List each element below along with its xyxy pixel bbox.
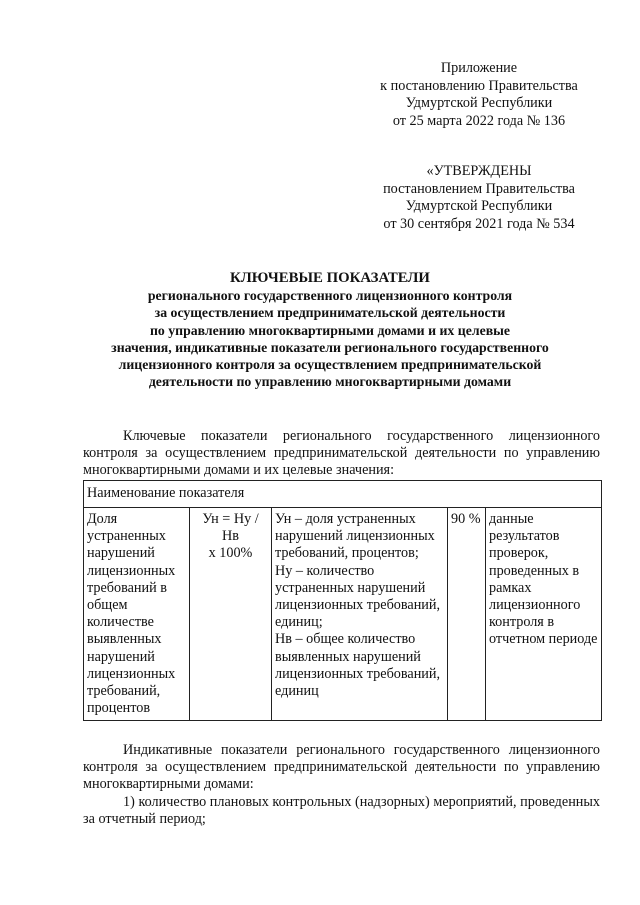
title-line: по управлению многоквартирными домами и их целевые [149, 322, 511, 338]
title-line: за осуществлением предпринимательской деятельности [154, 305, 506, 321]
approval-block [370, 163, 588, 233]
document-title [60, 270, 600, 390]
title-line: деятельности по управлению многоквартирными домами [148, 374, 512, 390]
list-item: 1) количество плановых контрольных (надзорных) мероприятий, проведенных за отчетный период; [83, 794, 600, 827]
formula-line: х 100% [208, 545, 253, 562]
title-line: лицензионного контроля за осуществлением предпринимательской [118, 357, 542, 373]
attachment-line: к постановлению Правительства [380, 77, 578, 94]
title-main: КЛЮЧЕВЫЕ ПОКАЗАТЕЛИ [230, 270, 430, 286]
definition-item: Ну – количество устраненных нарушений лицензионных требований, единиц; [275, 562, 441, 631]
approval-line: Удмуртской Республики [405, 198, 553, 215]
title-line: значения, индикативные показатели регионального государственного [111, 339, 549, 355]
key-indicators-table [83, 480, 602, 721]
definition-item: Ун – доля устраненных нарушений лицензионных требований, процентов; [275, 511, 435, 562]
attachment-block [370, 60, 588, 130]
intro-paragraph: Ключевые показатели регионального государственного лицензионного контроля за осуществлением предпринимательской деятельности по управлению многоквартирными домами и их целевые значения: [83, 428, 600, 478]
table-header-row [84, 481, 602, 508]
formula-cell [190, 508, 272, 721]
indicator-name-cell: Доля устраненных нарушений лицензионных требований в общем количестве выявленных нарушений лицензионных требований, процентов [84, 508, 190, 721]
attachment-line: Удмуртской Республики [405, 95, 553, 112]
target-value-cell: 90 % [448, 508, 486, 721]
approval-line: постановлением Правительства [383, 180, 575, 197]
indicative-paragraph: Индикативные показатели регионального государственного лицензионного контроля за осуществлением предпринимательской деятельности по управлению многоквартирными домами: [83, 742, 600, 792]
table-row [84, 508, 602, 721]
approval-line: от 30 сентября 2021 года № 534 [383, 215, 575, 232]
approval-line: «УТВЕРЖДЕНЫ [426, 163, 532, 179]
definition-item: Нв – общее количество выявленных нарушений лицензионных требований, единиц [275, 631, 441, 700]
definitions-cell [272, 508, 448, 721]
data-source-cell: данные результатов проверок, проведенных в рамках лицензионного контроля в отчетном периоде [486, 508, 602, 721]
table-header-cell: Наименование показателя [84, 481, 602, 508]
attachment-line: от 25 марта 2022 года № 136 [392, 112, 566, 129]
title-line: регионального государственного лицензионного контроля [147, 288, 513, 304]
attachment-line: Приложение [440, 60, 518, 76]
formula-line: Ун = Ну / Нв [202, 511, 259, 545]
